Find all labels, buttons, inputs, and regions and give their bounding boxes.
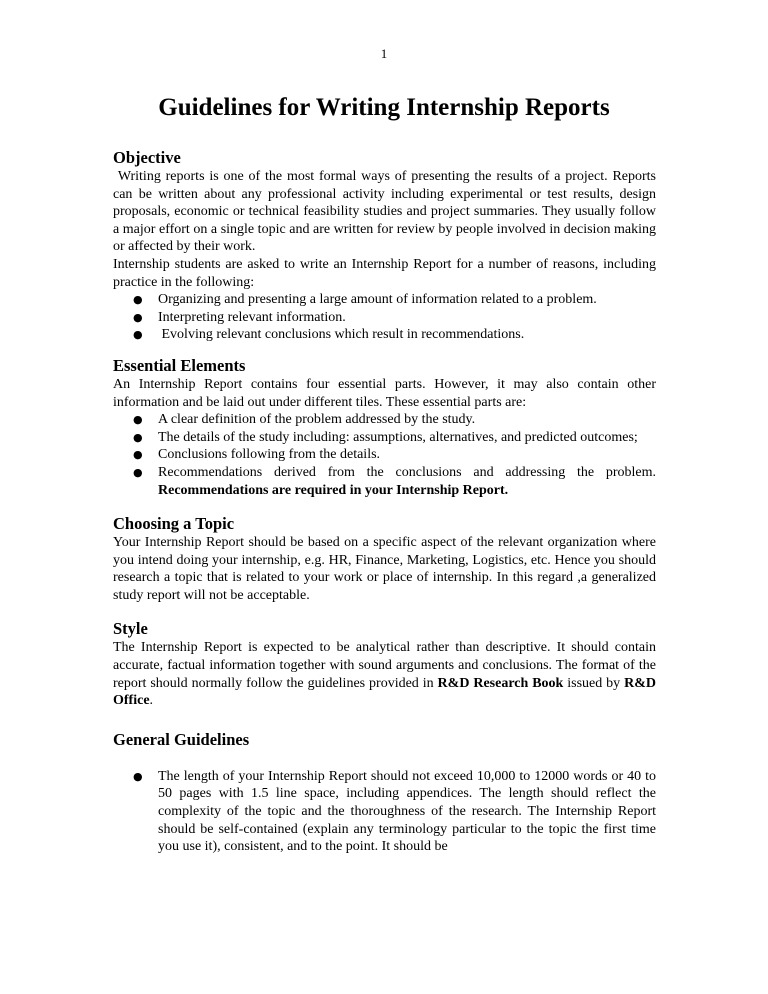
objective-bullet-list — [113, 291, 656, 344]
list-item: ● The length of your Internship Report should not exceed 10,000 to 12000 words or 40 to 50 pages with 1.5 line space, including appendices. The length should reflect the complexity of the topic and the thoroughness of the research. The Internship Report should be self-contained (explain any terminology particular to the topic the first time you use it), consistent, and to the point. It should be — [133, 768, 656, 855]
section-choosing-topic — [113, 514, 656, 604]
bullet-icon: ● — [133, 413, 143, 427]
document-title: Guidelines for Writing Internship Reports — [158, 94, 610, 121]
objective-paragraph-1: Writing reports is one of the most formal ways of presenting the results of a project. Reports can be written about any professional activity including experimental or test results, design proposals, economic or technical feasibility studies and project summaries. They usually follow a major effort on a single topic and are written for review by people involved in decision making or affected by their work. — [113, 169, 656, 255]
bullet-icon: ● — [133, 448, 143, 462]
list-item: ● The details of the study including: assumptions, alternatives, and predicted outcomes; — [133, 429, 638, 445]
general-heading: General Guidelines — [113, 729, 250, 749]
section-general-guidelines — [113, 730, 656, 856]
document-body — [113, 148, 656, 856]
section-objective — [113, 148, 656, 344]
style-heading: Style — [113, 619, 148, 639]
style-paragraph: The Internship Report is expected to be analytical rather than descriptive. It should contain accurate, factual information together with sound arguments and conclusions. The format of the report should normally follow the guidelines provided in R&D Research Book issued by R&D Office. — [113, 640, 656, 709]
office-name: R&D Office — [113, 675, 656, 709]
research-book-name: R&D Research Book — [437, 675, 564, 691]
list-item: ● A clear definition of the problem addressed by the study. — [133, 412, 476, 428]
list-item: ● Conclusions following from the details. — [133, 447, 381, 463]
list-item: ● Evolving relevant conclusions which result in recommendations. — [133, 327, 525, 343]
bullet-icon: ● — [133, 310, 143, 324]
essential-paragraph: An Internship Report contains four essential parts. However, it may also contain other information and be laid out under different tiles. These essential parts are: — [113, 376, 656, 410]
list-item: ● Recommendations derived from the conclusions and addressing the problem. Recommendations are required in your Internship Report. — [133, 464, 656, 498]
essential-heading: Essential Elements — [113, 355, 246, 375]
bullet-icon: ● — [133, 328, 143, 342]
objective-paragraph-2: Internship students are asked to write an Internship Report for a number of reasons, including practice in the following: — [113, 256, 656, 290]
list-item: ● Interpreting relevant information. — [133, 309, 346, 325]
page-number: 1 — [380, 46, 388, 61]
section-style — [113, 619, 656, 709]
topic-paragraph: Your Internship Report should be based on a specific aspect of the relevant organization where you intend doing your internship, e.g. HR, Finance, Marketing, Logistics, etc. Hence you should research a topic that is related to your work or place of internship. In this regard ,a generalized study report will not be acceptable. — [113, 535, 656, 603]
topic-heading: Choosing a Topic — [113, 514, 235, 534]
general-bullet-list — [113, 768, 656, 856]
bullet-icon: ● — [133, 465, 143, 479]
recommendations-required-note: Recommendations are required in your Internship Report. — [158, 482, 509, 498]
bullet-icon: ● — [133, 293, 143, 307]
objective-heading: Objective — [113, 148, 181, 167]
list-item: ● Organizing and presenting a large amount of information related to a problem. — [133, 292, 597, 308]
essential-bullet-list — [113, 411, 656, 499]
bullet-icon: ● — [133, 430, 143, 444]
section-essential-elements — [113, 356, 656, 499]
bullet-icon: ● — [133, 769, 143, 783]
